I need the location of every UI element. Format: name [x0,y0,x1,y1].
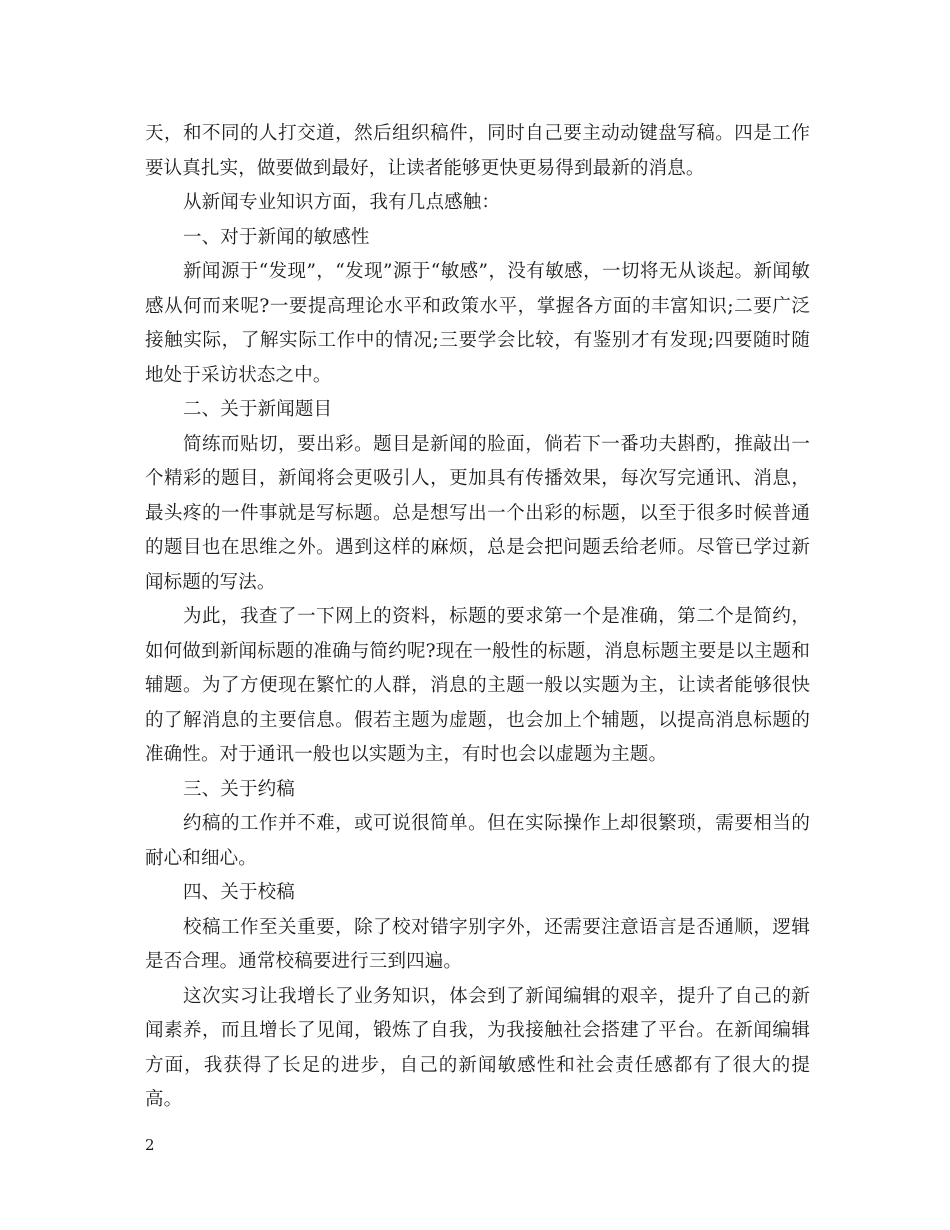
body-paragraph: 新闻源于“发现”，“发现”源于“敏感”，没有敏感，一切将无从谈起。新闻敏感从何而来呢?一要提高理论水平和政策水平，掌握各方面的丰富知识;二要广泛接触实际，了解实际工作中的情况;三要学会比较，有鉴别才有发现;四要随时随地处于采访状态之中。 [145,261,810,386]
section-heading: 四、关于校稿 [183,882,295,903]
section-heading: 二、关于新闻题目 [183,399,333,420]
body-paragraph: 这次实习让我增长了业务知识，体会到了新闻编辑的艰辛，提升了自己的新闻素养，而且增长了见闻，锻炼了自我，为我接触社会搭建了平台。在新闻编辑方面，我获得了长足的进步，自己的新闻敏感性和社会责任感都有了很大的提高。 [145,985,810,1110]
body-paragraph: 校稿工作至关重要，除了校对错字别字外，还需要注意语言是否通顺，逻辑是否合理。通常校稿要进行三到四遍。 [145,916,810,972]
section-heading: 一、对于新闻的敏感性 [183,226,370,248]
body-paragraph: 约稿的工作并不难，或可说很简单。但在实际操作上却很繁琐，需要相当的耐心和细心。 [145,813,810,869]
section-heading: 三、关于约稿 [183,778,295,800]
body-paragraph: 从新闻专业知识方面，我有几点感触： [183,192,501,213]
page-number: 2 [145,1136,155,1154]
body-paragraph: 为此，我查了一下网上的资料，标题的要求第一个是准确，第二个是简约，如何做到新闻标题的准确与简约呢?现在一般性的标题，消息标题主要是以主题和辅题。为了方便现在繁忙的人群，消息的主题一般以实题为主，让读者能够很快的了解消息的主要信息。假若主题为虚题，也会加上个辅题，以提高消息标题的准确性。对于通讯一般也以实题为主，有时也会以虚题为主题。 [145,606,810,765]
document-body [145,117,810,1118]
body-paragraph: 天，和不同的人打交道，然后组织稿件，同时自己要主动动键盘写稿。四是工作要认真扎实，做要做到最好，让读者能够更快更易得到最新的消息。 [145,123,810,179]
body-paragraph: 简练而贴切，要出彩。题目是新闻的脸面，倘若下一番功夫斟酌，推敲出一个精彩的题目，新闻将会更吸引人，更加具有传播效果，每次写完通讯、消息，最头疼的一件事就是写标题。总是想写出一个出彩的标题，以至于很多时候普通的题目也在思维之外。遇到这样的麻烦，总是会把问题丢给老师。尽管已学过新闻标题的写法。 [145,433,810,593]
